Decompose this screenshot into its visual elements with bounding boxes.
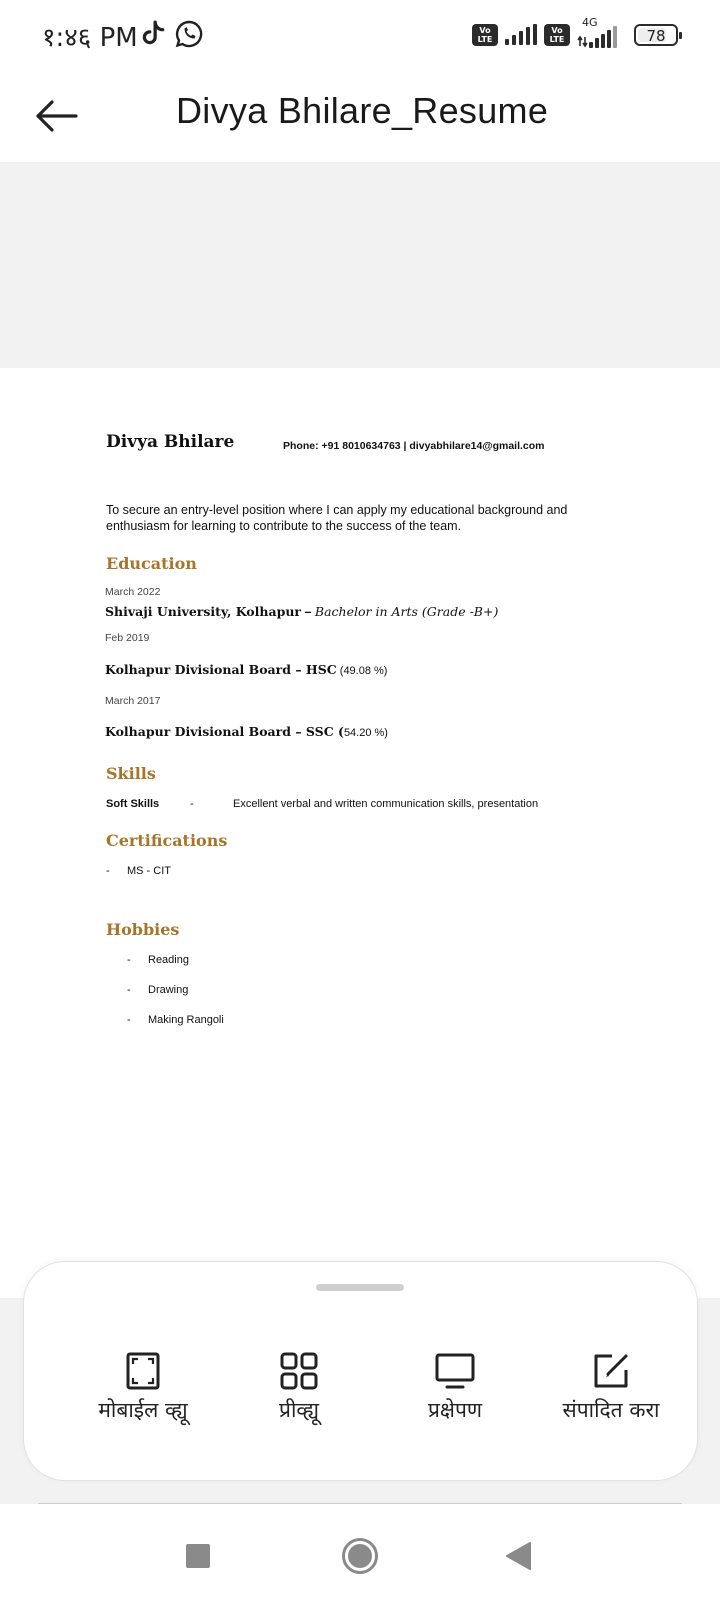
section-heading-certifications: Certifications (106, 831, 228, 850)
recents-square-icon (185, 1543, 211, 1569)
certification-bullet: - (106, 865, 110, 877)
status-time: १:४६ PM (42, 23, 138, 53)
back-button[interactable] (28, 88, 84, 144)
certification-item: MS - CIT (127, 865, 171, 877)
hobby-bullet-2: - (127, 984, 131, 996)
document-background-top (0, 162, 720, 368)
education-institution-2: Kolhapur Divisional Board – HSC (105, 662, 337, 677)
status-bar (0, 0, 720, 70)
network-4g-indicator (576, 16, 622, 50)
app-bar (0, 70, 720, 162)
education-grade-3: 54.20 %) (343, 727, 388, 739)
mobile-view-button[interactable] (68, 1352, 218, 1442)
hobby-bullet-3: - (127, 1014, 131, 1026)
edit-label: संपादित करा (562, 1398, 660, 1422)
back-triangle-icon (504, 1541, 532, 1571)
education-grade-2: (49.08 %) (339, 665, 388, 677)
education-entry-3 (105, 724, 388, 739)
volte-badge-1: Vo LTE (472, 24, 498, 46)
system-back-button[interactable] (492, 1530, 544, 1582)
education-separator-1: – (301, 605, 315, 619)
arrow-left-icon (34, 100, 78, 132)
education-entry-1 (105, 604, 498, 619)
resume-page[interactable] (0, 368, 720, 1298)
mobile-view-icon (126, 1352, 160, 1390)
resume-objective: To secure an entry-level position where I can apply my educational background and enthusiasm for learning to contribute to the success of the team. (106, 503, 568, 533)
sheet-drag-handle[interactable] (316, 1284, 404, 1291)
battery-percent: 78 (646, 27, 666, 45)
network-type-label: 4G (582, 16, 598, 29)
monitor-icon (435, 1352, 475, 1390)
home-button[interactable] (334, 1530, 386, 1582)
edit-button[interactable] (536, 1352, 686, 1442)
hobby-item-2: Drawing (148, 984, 189, 996)
education-degree-1: Bachelor in Arts (Grade -B+) (314, 604, 499, 619)
preview-label: प्रीव्ह्यू (279, 1398, 319, 1422)
section-heading-skills: Skills (106, 764, 156, 783)
mobile-view-label: मोबाईल व्ह्यू (98, 1398, 188, 1422)
present-button[interactable] (380, 1352, 530, 1442)
home-circle-icon (341, 1537, 379, 1575)
skills-dash: - (190, 798, 194, 810)
education-institution-3: Kolhapur Divisional Board – SSC (105, 724, 334, 739)
education-date-2: Feb 2019 (105, 632, 150, 644)
signal-strength-icon-2 (576, 20, 622, 50)
education-date-1: March 2022 (105, 586, 161, 598)
resume-contact: Phone: +91 8010634763 | divyabhilare14@gmail.com (283, 440, 545, 452)
preview-button[interactable] (224, 1352, 374, 1442)
edit-icon (592, 1352, 630, 1390)
battery-icon (634, 24, 678, 46)
whatsapp-icon (174, 19, 204, 49)
resume-name: Divya Bhilare (106, 432, 235, 452)
present-label: प्रक्षेपण (427, 1398, 483, 1422)
nav-divider (38, 1503, 682, 1504)
skills-value: Excellent verbal and written communication skills, presentation (233, 798, 539, 810)
status-right-group (472, 16, 678, 50)
education-entry-2 (105, 662, 387, 677)
section-heading-hobbies: Hobbies (106, 920, 180, 939)
volte-badge-2: Vo LTE (544, 24, 570, 46)
skills-label: Soft Skills (106, 798, 160, 810)
document-title: Divya Bhilare_Resume (176, 90, 549, 131)
signal-strength-icon-1 (504, 24, 538, 46)
hobby-item-1: Reading (148, 954, 189, 966)
education-institution-1: Shivaji University, Kolhapur (105, 604, 301, 619)
education-separator-3: ( (333, 724, 344, 739)
bottom-sheet (23, 1261, 698, 1481)
hobby-bullet-1: - (127, 954, 131, 966)
education-date-3: March 2017 (105, 695, 161, 707)
preview-grid-icon (280, 1352, 318, 1390)
section-heading-education: Education (106, 554, 197, 573)
recents-button[interactable] (172, 1530, 224, 1582)
hobby-item-3: Making Rangoli (148, 1014, 224, 1026)
tiktok-icon (140, 20, 166, 48)
